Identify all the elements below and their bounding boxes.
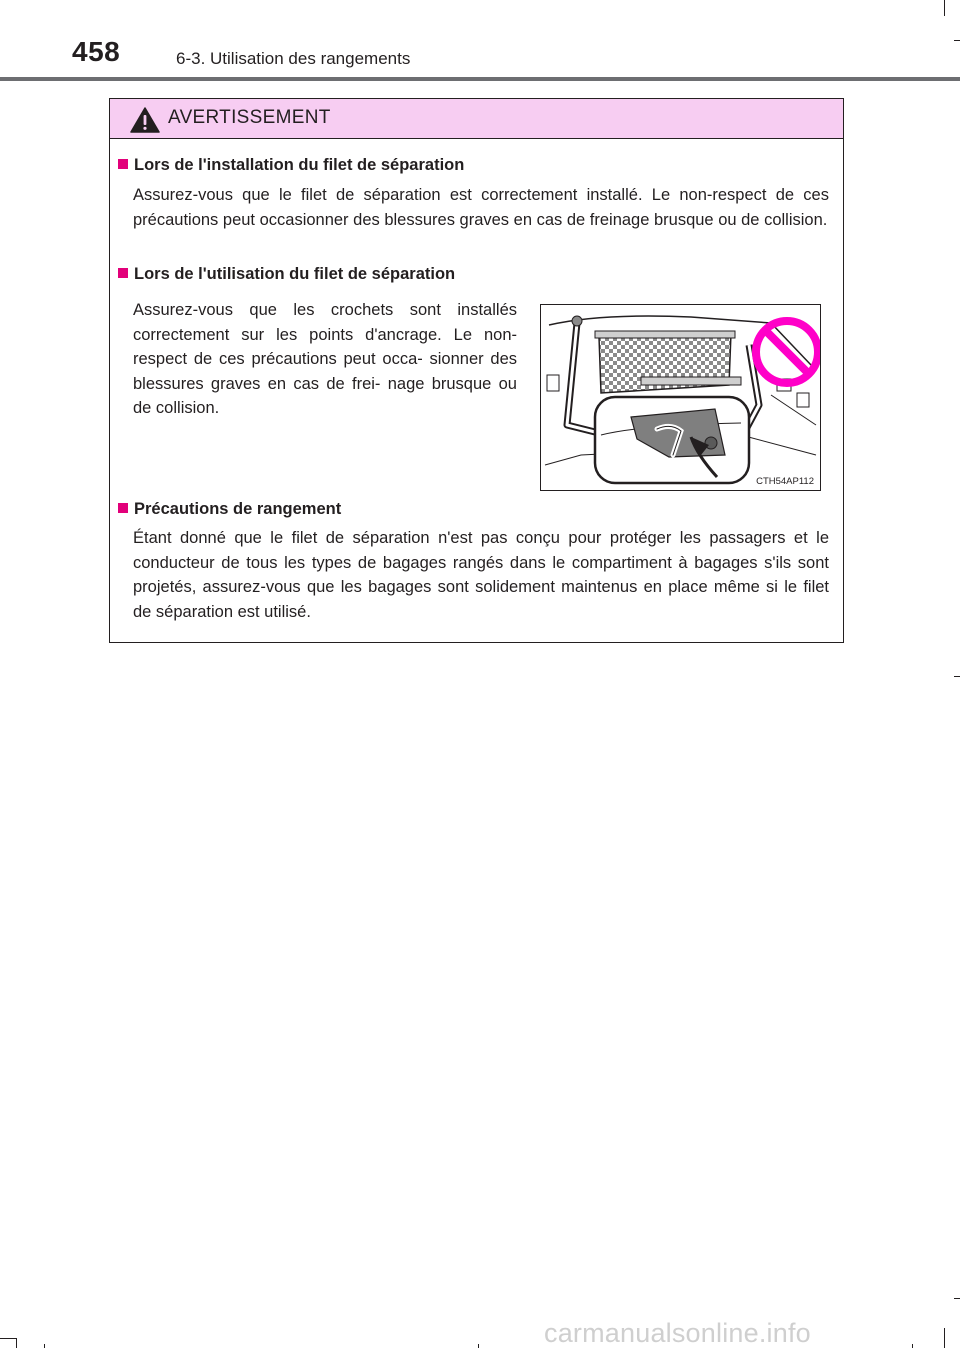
page-number: 458 [72, 36, 121, 67]
warning-box [109, 98, 844, 643]
item-heading-installation: Lors de l'installation du filet de séparation [118, 156, 464, 175]
crop-mark [44, 1344, 45, 1348]
crop-mark [944, 1328, 945, 1348]
item-heading-rangement: Précautions de rangement [118, 500, 341, 519]
crop-mark [16, 1338, 17, 1348]
crop-mark [478, 1344, 479, 1348]
crop-mark [954, 676, 960, 677]
square-bullet-icon [118, 503, 128, 513]
crop-mark [0, 1338, 16, 1339]
square-bullet-icon [118, 159, 128, 169]
item-text-utilisation: Assurez-vous que les crochets sont installés correctement sur les points d'ancrage. Le non-respect de ces précautions peut occa- sionner des blessures graves en cas de frei- nage brusque ou de collision. [133, 301, 517, 417]
cargo-hook-drawing [541, 305, 820, 490]
warning-title: AVERTISSEMENT [168, 107, 331, 128]
square-bullet-icon [118, 268, 128, 278]
item-text-rangement: Étant donné que le filet de séparation n'est pas conçu pour protéger les passagers et le conducteur de tous les types de bagages rangés dans le compartiment à bagages s'ils sont projetés, assurez-vous que les bagages sont solidement maintenus en place même si le filet de séparation est utilisé. [133, 529, 829, 621]
crop-mark [944, 0, 945, 16]
page-header [0, 0, 960, 82]
crop-mark [954, 1298, 960, 1299]
item-heading-utilisation: Lors de l'utilisation du filet de séparation [118, 265, 455, 284]
figure-code: CTH54AP112 [756, 476, 814, 487]
warning-header [110, 99, 843, 139]
item-text-installation: Assurez-vous que le filet de séparation est correctement installé. Le non-respect de ces précautions peut occasionner des blessures graves en cas de freinage brusque ou de collision. [133, 186, 829, 229]
watermark: carmanualsonline.info [544, 1318, 811, 1348]
crop-mark [912, 1344, 913, 1348]
warning-triangle-icon [130, 107, 160, 133]
crop-mark [954, 40, 960, 41]
section-title: 6-3. Utilisation des rangements [176, 49, 411, 68]
header-rule [0, 77, 960, 81]
hook-installation-illustration [540, 304, 821, 491]
